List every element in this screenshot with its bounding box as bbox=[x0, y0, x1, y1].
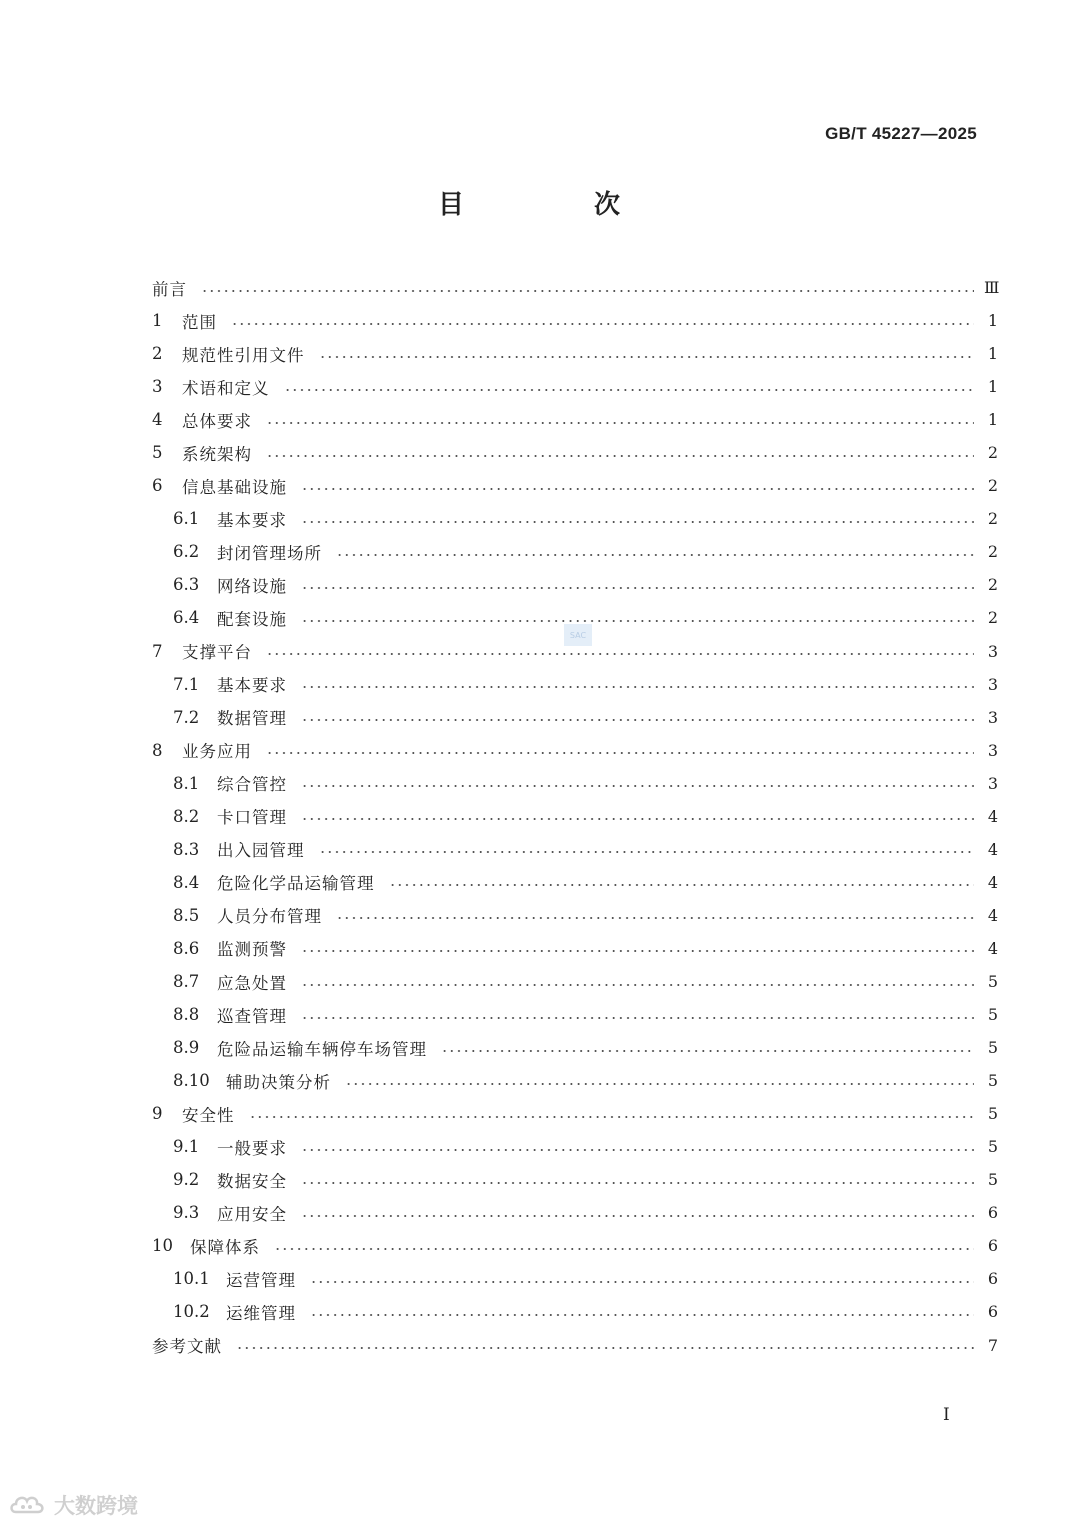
toc-entry[interactable] bbox=[152, 833, 998, 866]
toc-entry[interactable] bbox=[152, 271, 998, 304]
toc-entry-label: 危险化学品运输管理 bbox=[217, 874, 375, 894]
dot-leader bbox=[310, 1280, 974, 1284]
toc-entry[interactable] bbox=[152, 1329, 998, 1362]
toc-entry[interactable] bbox=[152, 1196, 998, 1229]
dot-leader bbox=[301, 949, 974, 953]
toc-entry-number: 8.6 bbox=[173, 938, 200, 958]
dot-leader bbox=[301, 520, 974, 524]
toc-entry[interactable] bbox=[152, 370, 998, 403]
toc-entry-label: 一般要求 bbox=[217, 1138, 287, 1158]
dot-leader bbox=[301, 1214, 974, 1218]
toc-entry-number: 5 bbox=[152, 443, 163, 463]
toc-entry[interactable] bbox=[152, 1064, 998, 1097]
dot-leader bbox=[389, 883, 975, 887]
toc-entry[interactable] bbox=[152, 668, 998, 701]
toc-entry-number: 8.3 bbox=[173, 839, 200, 859]
toc-entry-number: 8.7 bbox=[173, 972, 200, 991]
dot-leader bbox=[310, 1313, 974, 1317]
dot-leader bbox=[301, 1181, 974, 1185]
toc-entry[interactable] bbox=[152, 767, 998, 800]
toc-entry-page: 1 bbox=[987, 410, 998, 430]
toc-entry-label: 前言 bbox=[152, 279, 187, 299]
toc-entry-label: 运维管理 bbox=[226, 1303, 296, 1323]
toc-entry-number: 6.3 bbox=[173, 575, 200, 595]
toc-entry-page: 4 bbox=[987, 905, 998, 925]
toc-entry-number: 1 bbox=[152, 311, 163, 331]
toc-entry-page: 2 bbox=[987, 509, 998, 529]
toc-entry-number: 9 bbox=[152, 1104, 163, 1124]
dot-leader bbox=[284, 388, 975, 392]
toc-entry-label: 信息基础设施 bbox=[182, 477, 287, 497]
toc-entry-page: 7 bbox=[987, 1335, 998, 1355]
toc-entry-page: 2 bbox=[987, 608, 998, 628]
dot-leader bbox=[441, 1049, 974, 1053]
toc-entry-page: 6 bbox=[987, 1203, 998, 1223]
toc-entry-page: 3 bbox=[987, 641, 998, 661]
toc-entry-label: 数据管理 bbox=[217, 709, 287, 729]
toc-entry[interactable] bbox=[152, 1163, 998, 1196]
toc-entry-number: 10 bbox=[152, 1236, 173, 1256]
toc-entry-page: 4 bbox=[987, 872, 998, 892]
toc-entry[interactable] bbox=[152, 800, 998, 833]
toc-entry[interactable] bbox=[152, 1295, 998, 1328]
toc-entry-page: 4 bbox=[987, 806, 998, 826]
toc-entry[interactable] bbox=[152, 337, 998, 370]
toc-entry-label: 基本要求 bbox=[217, 676, 287, 696]
toc-entry-label: 应用安全 bbox=[217, 1204, 287, 1224]
toc-entry-label: 术语和定义 bbox=[182, 378, 270, 398]
dot-leader bbox=[266, 652, 974, 656]
dot-leader bbox=[266, 751, 974, 755]
toc-entry-label: 基本要求 bbox=[217, 510, 287, 530]
toc-entry-page: 3 bbox=[987, 740, 998, 760]
dot-leader bbox=[345, 1082, 974, 1086]
toc-entry-page: 1 bbox=[987, 311, 998, 331]
dot-leader bbox=[301, 586, 974, 590]
toc-entry[interactable] bbox=[152, 304, 998, 337]
toc-entry-page: 5 bbox=[987, 1038, 998, 1058]
toc-entry-number: 8.4 bbox=[173, 872, 200, 892]
toc-entry[interactable] bbox=[152, 734, 998, 767]
toc-entry-page: 5 bbox=[987, 1137, 998, 1157]
toc-entry[interactable] bbox=[152, 899, 998, 932]
toc-entry-label: 巡查管理 bbox=[217, 1006, 287, 1026]
toc-entry-number: 8 bbox=[152, 740, 163, 760]
toc-entry-label: 应急处置 bbox=[217, 973, 287, 993]
toc-entry[interactable] bbox=[152, 998, 998, 1031]
toc-entry[interactable] bbox=[152, 436, 998, 469]
standard-code: GB/T 45227—2025 bbox=[825, 124, 977, 143]
toc-entry[interactable] bbox=[152, 701, 998, 734]
toc-entry-label: 配套设施 bbox=[217, 609, 287, 629]
dot-leader bbox=[301, 487, 974, 491]
brand-watermark-text: 大数跨境 bbox=[54, 1494, 138, 1518]
toc-entry-number: 8.8 bbox=[173, 1005, 200, 1025]
brand-watermark bbox=[8, 1490, 138, 1520]
toc-entry-page: 5 bbox=[987, 1170, 998, 1190]
toc-entry-number: 6.2 bbox=[173, 542, 200, 562]
toc-entry[interactable] bbox=[152, 965, 998, 998]
toc-entry-number: 3 bbox=[152, 377, 163, 397]
toc-entry[interactable] bbox=[152, 469, 998, 502]
toc-entry-label: 业务应用 bbox=[182, 742, 252, 762]
toc-entry-label: 范围 bbox=[182, 312, 217, 332]
toc-entry-number: 9.3 bbox=[173, 1203, 200, 1223]
dot-leader bbox=[301, 784, 974, 788]
toc-entry-page: 3 bbox=[987, 707, 998, 727]
toc-entry-number: 7 bbox=[152, 641, 163, 661]
toc-entry-label: 总体要求 bbox=[182, 411, 252, 431]
toc-entry-page: 4 bbox=[987, 839, 998, 859]
table-of-contents bbox=[152, 271, 998, 1362]
toc-entry[interactable] bbox=[152, 1229, 998, 1262]
toc-entry-label: 封闭管理场所 bbox=[217, 543, 322, 563]
dot-leader bbox=[301, 1148, 974, 1152]
sac-watermark: SAC bbox=[564, 624, 592, 646]
dot-leader bbox=[301, 685, 974, 689]
toc-entry-number: 8.5 bbox=[173, 905, 200, 925]
toc-entry-label: 综合管控 bbox=[217, 775, 287, 795]
dot-leader bbox=[336, 916, 974, 920]
toc-entry-page: 2 bbox=[987, 542, 998, 562]
toc-entry-label: 系统架构 bbox=[182, 444, 252, 464]
toc-entry-page: 1 bbox=[987, 344, 998, 364]
toc-entry-number: 4 bbox=[152, 410, 163, 430]
toc-entry[interactable] bbox=[152, 932, 998, 965]
toc-entry-page: 3 bbox=[987, 674, 998, 694]
toc-entry-page: 2 bbox=[987, 575, 998, 595]
toc-entry-label: 出入园管理 bbox=[217, 841, 305, 861]
toc-entry-number: 8.9 bbox=[173, 1038, 200, 1058]
cloud-logo-icon bbox=[8, 1492, 50, 1518]
toc-entry-number: 8.2 bbox=[173, 806, 200, 826]
toc-entry-page: 6 bbox=[987, 1302, 998, 1322]
toc-entry-number: 10.2 bbox=[173, 1302, 210, 1322]
dot-leader bbox=[249, 1115, 975, 1119]
toc-entry-number: 6.4 bbox=[173, 608, 200, 628]
toc-entry-number: 9.1 bbox=[173, 1137, 200, 1157]
toc-entry-number: 10.1 bbox=[173, 1269, 210, 1289]
toc-entry-page: 6 bbox=[987, 1269, 998, 1289]
toc-entry-page: Ⅲ bbox=[984, 278, 1000, 298]
toc-entry-number: 7.2 bbox=[173, 707, 200, 727]
toc-entry[interactable] bbox=[152, 535, 998, 568]
dot-leader bbox=[319, 355, 975, 359]
dot-leader bbox=[231, 322, 974, 326]
toc-entry-label: 安全性 bbox=[182, 1105, 235, 1125]
dot-leader bbox=[236, 1346, 974, 1350]
toc-entry[interactable] bbox=[152, 502, 998, 535]
toc-entry-number: 8.1 bbox=[173, 773, 200, 793]
page-folio: I bbox=[943, 1405, 950, 1425]
toc-entry[interactable] bbox=[152, 1031, 998, 1064]
dot-leader bbox=[301, 718, 974, 722]
toc-entry-page: 4 bbox=[987, 938, 998, 958]
toc-entry-number: 6 bbox=[152, 476, 163, 496]
dot-leader bbox=[301, 619, 974, 623]
dot-leader bbox=[266, 454, 974, 458]
toc-entry-label: 危险品运输车辆停车场管理 bbox=[217, 1039, 427, 1059]
toc-entry[interactable] bbox=[152, 568, 998, 601]
toc-entry-number: 8.10 bbox=[173, 1071, 210, 1091]
dot-leader bbox=[266, 421, 974, 425]
toc-entry-number: 6.1 bbox=[173, 509, 200, 529]
toc-entry-page: 1 bbox=[987, 377, 998, 397]
toc-entry-number: 7.1 bbox=[173, 674, 200, 694]
dot-leader bbox=[201, 289, 974, 293]
toc-entry-label: 规范性引用文件 bbox=[182, 345, 305, 365]
toc-entry-page: 5 bbox=[987, 1071, 998, 1091]
toc-entry-label: 网络设施 bbox=[217, 576, 287, 596]
dot-leader bbox=[274, 1247, 974, 1251]
toc-entry[interactable] bbox=[152, 1130, 998, 1163]
toc-entry-page: 2 bbox=[987, 476, 998, 496]
toc-entry-label: 卡口管理 bbox=[217, 808, 287, 828]
dot-leader bbox=[301, 983, 974, 987]
toc-entry-number: 9.2 bbox=[173, 1170, 200, 1190]
dot-leader bbox=[319, 850, 975, 854]
toc-entry-page: 2 bbox=[987, 443, 998, 463]
toc-entry-label: 数据安全 bbox=[217, 1171, 287, 1191]
toc-entry[interactable] bbox=[152, 866, 998, 899]
toc-entry-label: 人员分布管理 bbox=[217, 907, 322, 927]
dot-leader bbox=[336, 553, 974, 557]
toc-entry-label: 保障体系 bbox=[190, 1237, 260, 1257]
toc-entry[interactable] bbox=[152, 1097, 998, 1130]
toc-entry-label: 参考文献 bbox=[152, 1337, 222, 1357]
toc-entry-label: 运营管理 bbox=[226, 1270, 296, 1290]
toc-entry-page: 5 bbox=[987, 1005, 998, 1025]
toc-entry-number: 2 bbox=[152, 344, 163, 364]
toc-entry-label: 监测预警 bbox=[217, 940, 287, 960]
toc-entry-label: 支撑平台 bbox=[182, 643, 252, 663]
toc-entry-page: 5 bbox=[987, 972, 998, 991]
toc-entry-page: 5 bbox=[987, 1104, 998, 1124]
toc-entry[interactable] bbox=[152, 403, 998, 436]
dot-leader bbox=[301, 1016, 974, 1020]
toc-entry-page: 3 bbox=[987, 773, 998, 793]
toc-entry-label: 辅助决策分析 bbox=[226, 1072, 331, 1092]
toc-entry-page: 6 bbox=[987, 1236, 998, 1256]
toc-entry[interactable] bbox=[152, 1262, 998, 1295]
page-title: 目 次 bbox=[437, 190, 672, 220]
dot-leader bbox=[301, 817, 974, 821]
